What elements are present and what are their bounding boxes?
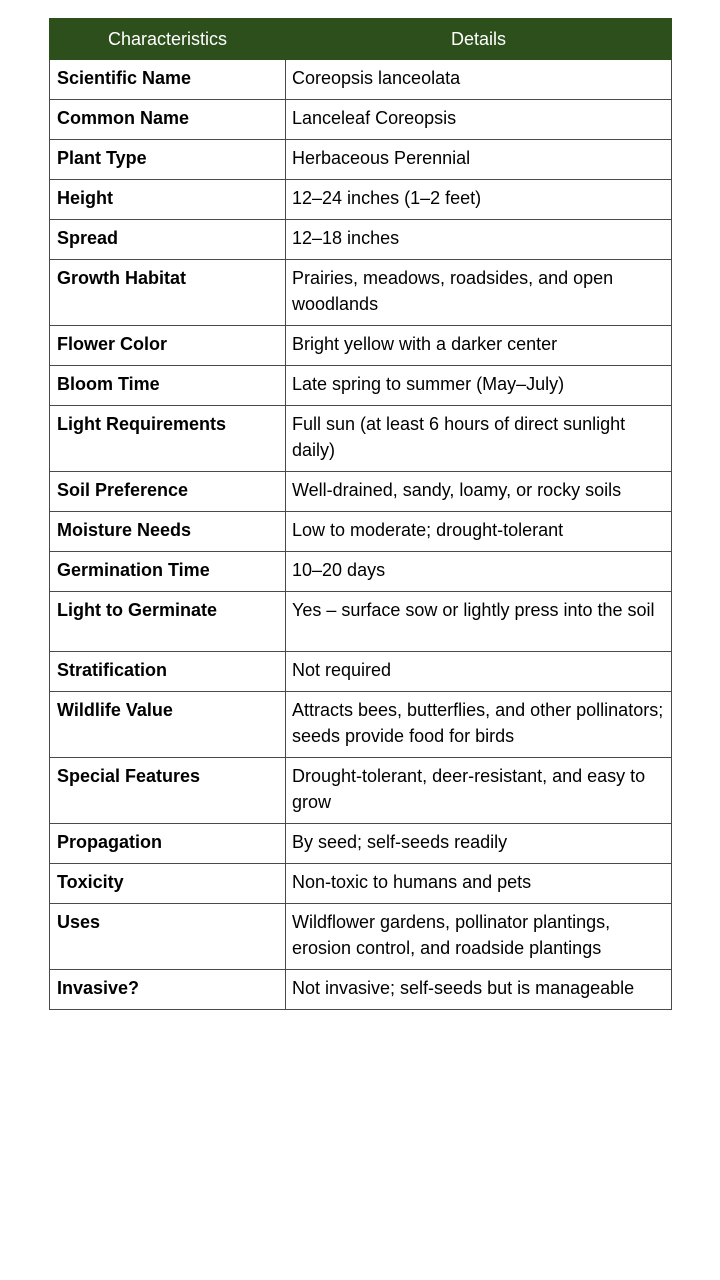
row-label: Spread (50, 220, 286, 260)
row-value: Wildflower gardens, pollinator plantings, erosion control, and roadside plantings (286, 904, 672, 970)
row-label: Scientific Name (50, 60, 286, 100)
characteristics-table-container (49, 18, 671, 1010)
table-row (50, 864, 672, 904)
row-value: Not invasive; self-seeds but is manageable (286, 970, 672, 1010)
table-row (50, 260, 672, 326)
row-value: 10–20 days (286, 552, 672, 592)
row-label: Toxicity (50, 864, 286, 904)
table-row (50, 552, 672, 592)
row-value: Late spring to summer (May–July) (286, 366, 672, 406)
row-label: Propagation (50, 824, 286, 864)
table-row (50, 326, 672, 366)
row-value: Not required (286, 652, 672, 692)
row-label: Growth Habitat (50, 260, 286, 326)
row-label: Common Name (50, 100, 286, 140)
row-label: Uses (50, 904, 286, 970)
row-value: Non-toxic to humans and pets (286, 864, 672, 904)
row-value: Lanceleaf Coreopsis (286, 100, 672, 140)
table-row (50, 220, 672, 260)
row-value: Herbaceous Perennial (286, 140, 672, 180)
row-value: Yes – surface sow or lightly press into the soil (286, 592, 672, 652)
row-label: Moisture Needs (50, 512, 286, 552)
row-label: Wildlife Value (50, 692, 286, 758)
table-row (50, 824, 672, 864)
table-row (50, 758, 672, 824)
row-label: Height (50, 180, 286, 220)
table-row (50, 100, 672, 140)
table-row (50, 512, 672, 552)
table-row (50, 652, 672, 692)
table-row (50, 180, 672, 220)
table-row (50, 904, 672, 970)
table-row (50, 592, 672, 652)
characteristics-table (49, 18, 672, 1010)
header-details: Details (286, 19, 672, 60)
row-label: Special Features (50, 758, 286, 824)
row-value: Coreopsis lanceolata (286, 60, 672, 100)
row-value: By seed; self-seeds readily (286, 824, 672, 864)
row-value: Prairies, meadows, roadsides, and open woodlands (286, 260, 672, 326)
row-label: Invasive? (50, 970, 286, 1010)
row-value: Low to moderate; drought-tolerant (286, 512, 672, 552)
table-row (50, 472, 672, 512)
table-row (50, 366, 672, 406)
row-value: 12–18 inches (286, 220, 672, 260)
row-value: 12–24 inches (1–2 feet) (286, 180, 672, 220)
row-label: Flower Color (50, 326, 286, 366)
row-value: Well-drained, sandy, loamy, or rocky soils (286, 472, 672, 512)
row-label: Light Requirements (50, 406, 286, 472)
table-row (50, 406, 672, 472)
table-row (50, 60, 672, 100)
row-value: Drought-tolerant, deer-resistant, and easy to grow (286, 758, 672, 824)
table-header-row (50, 19, 672, 60)
table-row (50, 692, 672, 758)
row-value: Attracts bees, butterflies, and other pollinators; seeds provide food for birds (286, 692, 672, 758)
table-row (50, 970, 672, 1010)
header-characteristics: Characteristics (50, 19, 286, 60)
row-label: Light to Germinate (50, 592, 286, 652)
row-label: Bloom Time (50, 366, 286, 406)
row-label: Soil Preference (50, 472, 286, 512)
row-label: Plant Type (50, 140, 286, 180)
row-value: Full sun (at least 6 hours of direct sunlight daily) (286, 406, 672, 472)
table-body (50, 60, 672, 1010)
row-label: Germination Time (50, 552, 286, 592)
table-row (50, 140, 672, 180)
row-value: Bright yellow with a darker center (286, 326, 672, 366)
row-label: Stratification (50, 652, 286, 692)
